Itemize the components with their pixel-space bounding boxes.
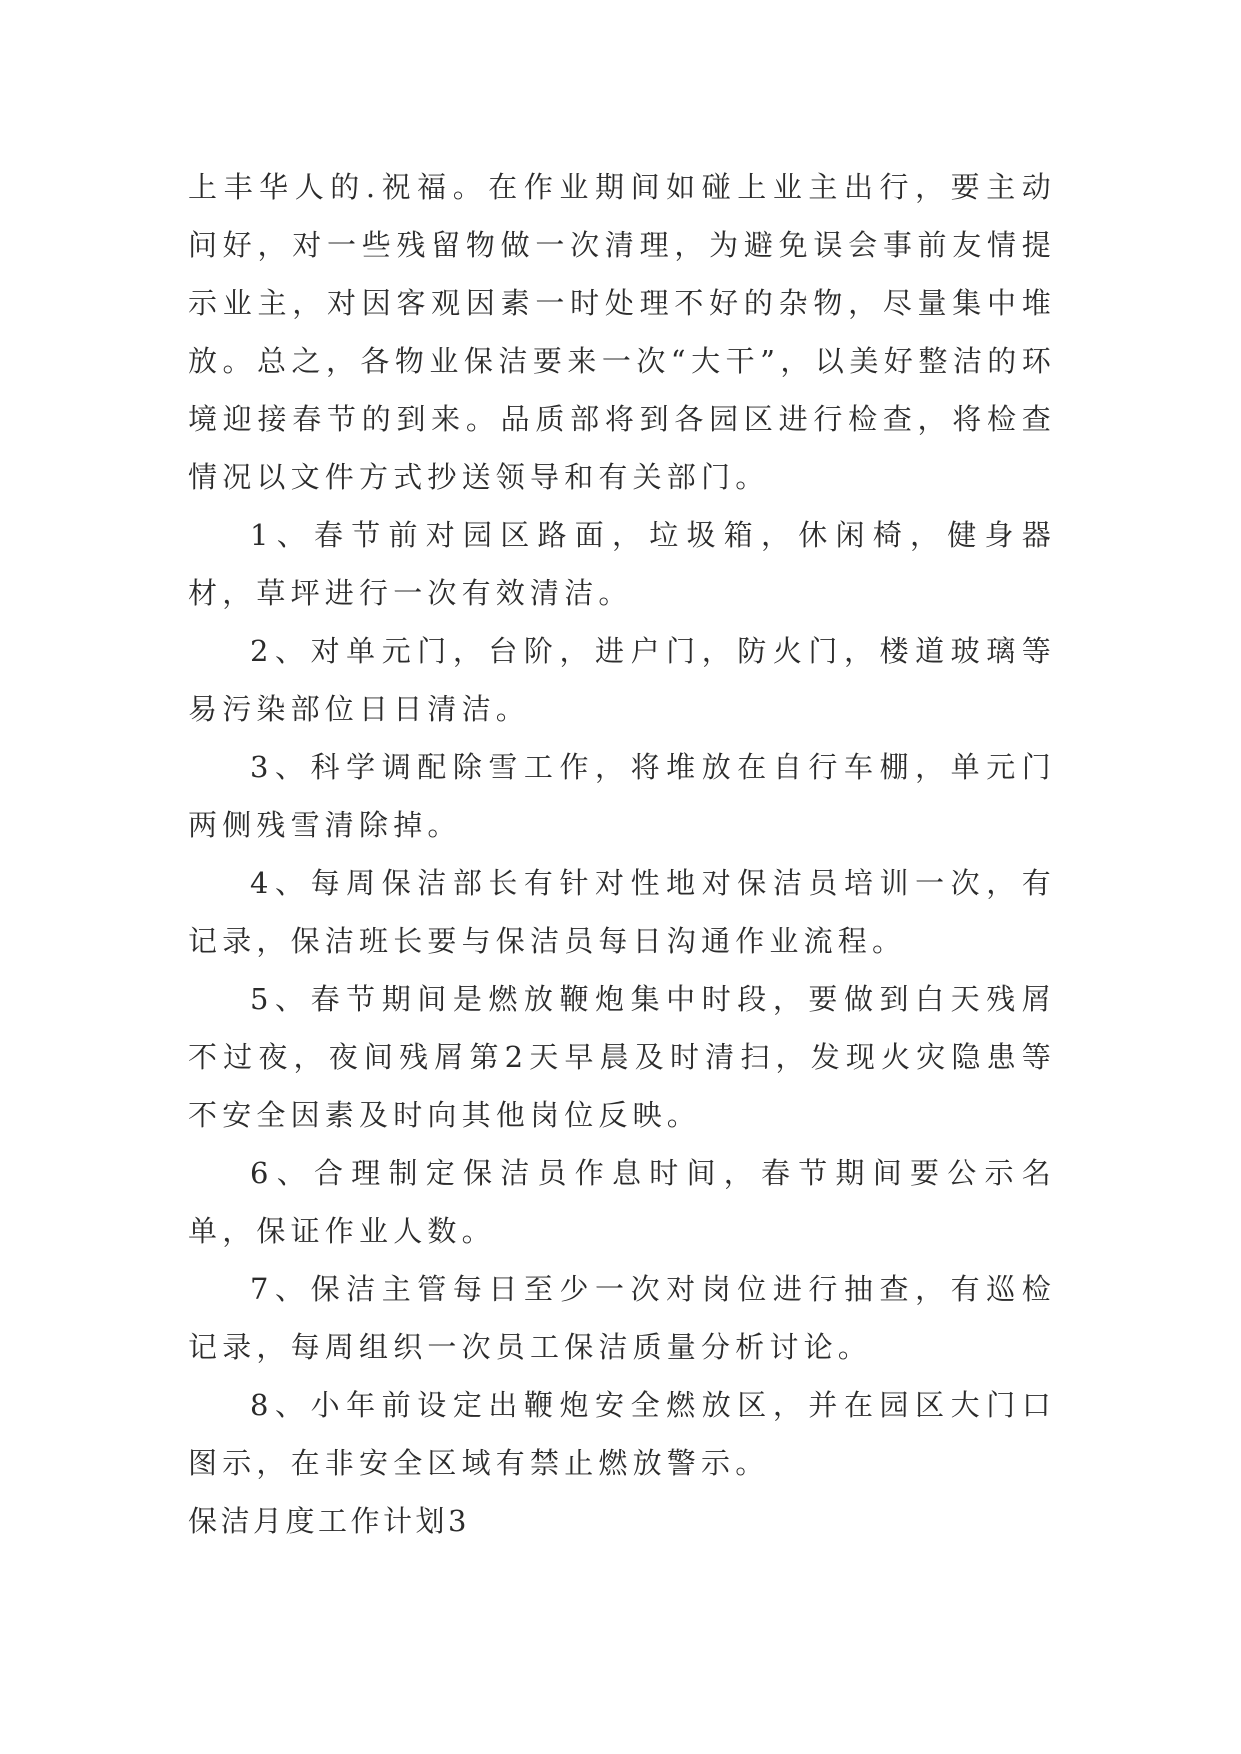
list-item: 4、每周保洁部长有针对性地对保洁员培训一次，有记录，保洁班长要与保洁员每日沟通作业流程。 (188, 866, 1056, 958)
list-item: 1、春节前对园区路面，垃圾箱，休闲椅，健身器材，草坪进行一次有效清洁。 (188, 518, 1056, 610)
section-heading: 保洁月度工作计划3 (188, 1504, 470, 1538)
list-item: 6、合理制定保洁员作息时间，春节期间要公示名单，保证作业人数。 (188, 1156, 1056, 1248)
intro-paragraph: 上丰华人的.祝福。在作业期间如碰上业主出行，要主动问好，对一些残留物做一次清理，为避免误会事前友情提示业主，对因客观因素一时处理不好的杂物，尽量集中堆放。总之，各物业保洁要来一次“大干”，以美好整洁的环境迎接春节的到来。品质部将到各园区进行检查，将检查情况以文件方式抄送领导和有关部门。 (188, 170, 1056, 494)
list-item: 2、对单元门，台阶，进户门，防火门，楼道玻璃等易污染部位日日清洁。 (188, 634, 1056, 726)
list-item: 5、春节期间是燃放鞭炮集中时段，要做到白天残屑不过夜，夜间残屑第2天早晨及时清扫，发现火灾隐患等不安全因素及时向其他岗位反映。 (188, 982, 1056, 1132)
list-item: 7、保洁主管每日至少一次对岗位进行抽查，有巡检记录，每周组织一次员工保洁质量分析讨论。 (188, 1272, 1056, 1364)
list-item: 8、小年前设定出鞭炮安全燃放区，并在园区大门口图示，在非安全区域有禁止燃放警示。 (188, 1388, 1056, 1480)
list-item: 3、科学调配除雪工作，将堆放在自行车棚，单元门两侧残雪清除掉。 (188, 750, 1056, 842)
